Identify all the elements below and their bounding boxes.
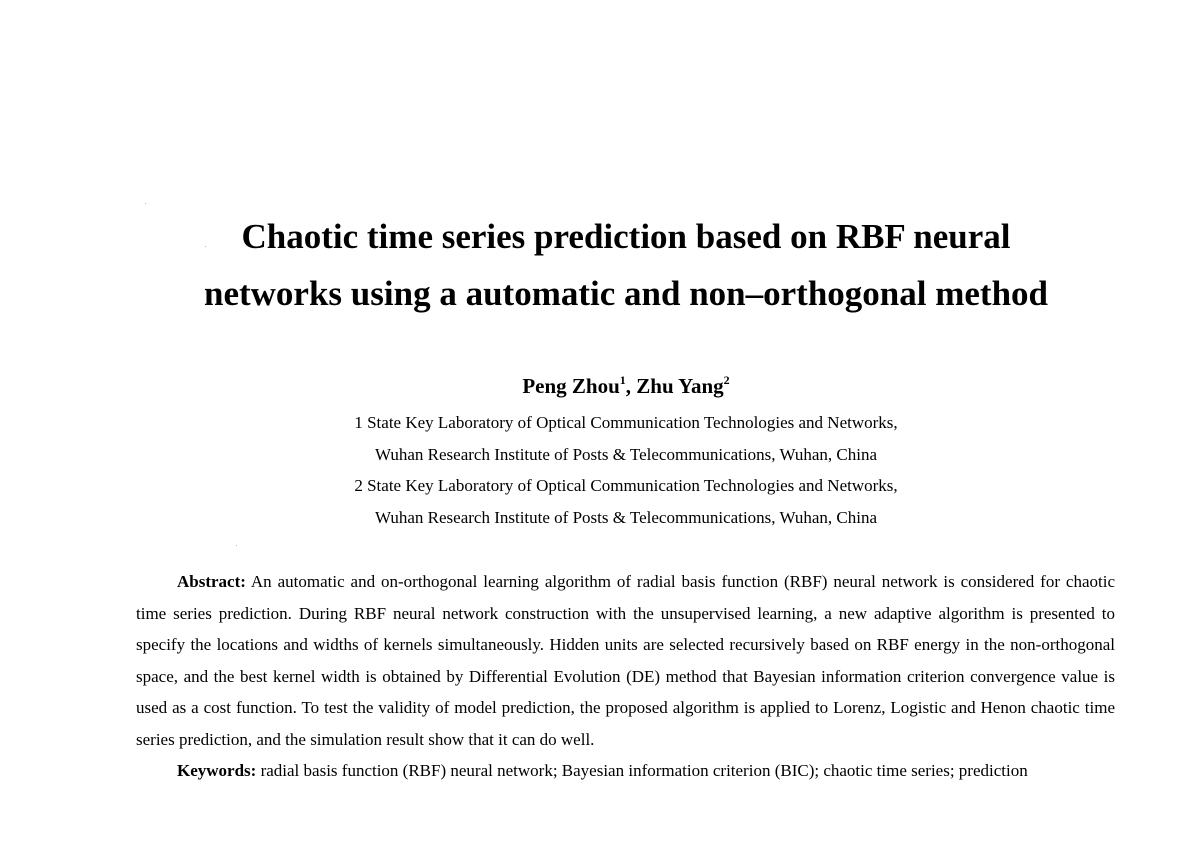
author-name: Peng Zhou	[522, 374, 620, 398]
author-list	[0, 371, 1200, 401]
scan-speck	[236, 545, 237, 546]
keywords-paragraph	[136, 755, 1115, 787]
affiliation-block	[0, 407, 1200, 533]
affiliation-line: 1 State Key Laboratory of Optical Communication Technologies and Networks,	[354, 413, 898, 432]
abstract-text: An automatic and on-orthogonal learning algorithm of radial basis function (RBF) neural network is considered for chaotic time series prediction. During RBF neural network construction with the unsupervised learning, a new adaptive algorithm is presented to specify the locations and widths of kernels simultaneously. Hidden units are selected recursively based on RBF energy in the non-orthogonal space, and the best kernel width is obtained by Differential Evolution (DE) method that Bayesian information criterion convergence value is used as a cost function. To test the validity of model prediction, the proposed algorithm is applied to Lorenz, Logistic and Henon chaotic time series prediction, and the simulation result show that it can do well.	[136, 572, 1115, 749]
paper-title	[0, 208, 1200, 322]
affiliation-line: 2 State Key Laboratory of Optical Communication Technologies and Networks,	[354, 476, 898, 495]
affiliation-line: Wuhan Research Institute of Posts & Telecommunications, Wuhan, China	[375, 444, 877, 464]
abstract-paragraph	[136, 566, 1115, 755]
keywords-text: radial basis function (RBF) neural network; Bayesian information criterion (BIC); chaotic time series; prediction	[260, 761, 1028, 780]
paper-title-line-2: networks using a automatic and non–orthogonal method	[204, 274, 1048, 313]
author-affiliation-mark: 2	[723, 373, 730, 387]
author-affiliation-mark: 1	[619, 373, 626, 387]
keywords-label: Keywords:	[177, 761, 257, 780]
scan-speck	[145, 203, 146, 204]
abstract-label: Abstract:	[177, 572, 246, 591]
paper-title-line-1: Chaotic time series prediction based on RBF neural	[241, 217, 1011, 256]
abstract-section	[136, 566, 1115, 787]
author-separator: ,	[625, 374, 637, 398]
affiliation-line: Wuhan Research Institute of Posts & Telecommunications, Wuhan, China	[375, 507, 877, 527]
author-name: Zhu Yang	[636, 374, 724, 398]
